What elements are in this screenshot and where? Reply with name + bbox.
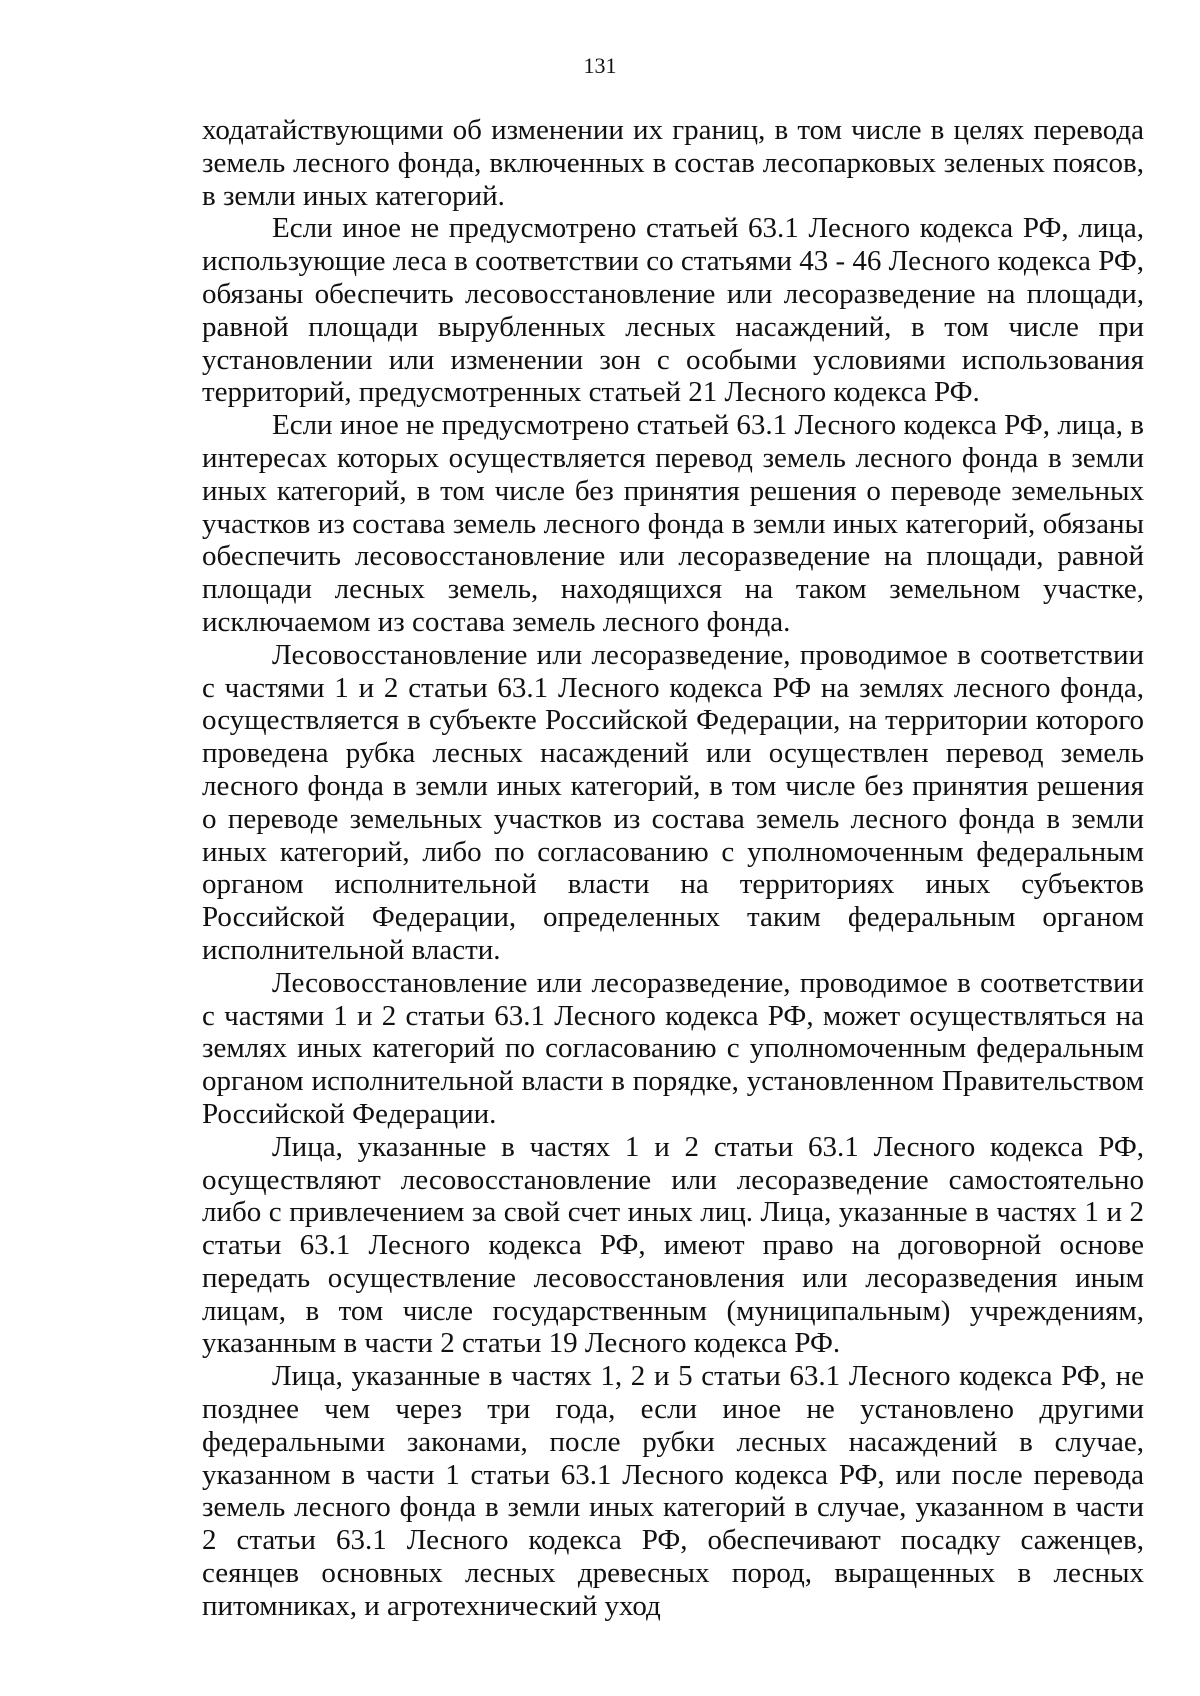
document-body <box>202 114 1144 1623</box>
page-number: 131 <box>583 53 617 78</box>
paragraph-continuation: ходатайствующими об изменении их границ, в том числе в целях перевода земель лесного фонда, включенных в состав лесопарковых зеленых поясов, в земли иных категорий. <box>202 114 1144 212</box>
paragraph-reforestation-obligation-users: Если иное не предусмотрено статьей 63.1 Лесного кодекса РФ, лица, использующие леса в соответствии со статьями 43 - 46 Лесного кодекса РФ, обязаны обеспечить лесовосстановление или лесоразведение на площади, равной площади вырубленных лесных насаждений, в том числе при установлении или изменении зон с особыми условиями использования территорий, предусмотренных статьей 21 Лесного кодекса РФ. <box>202 212 1144 409</box>
paragraph-reforestation-obligation-transfer: Если иное не предусмотрено статьей 63.1 Лесного кодекса РФ, лица, в интересах которых осуществляется перевод земель лесного фонда в земли иных категорий, в том числе без принятия решения о переводе земельных участков из состава земель лесного фонда в земли иных категорий, обязаны обеспечить лесовосстановление или лесоразведение на площади, равной площади лесных земель, находящихся на таком земельном участке, исключаемом из состава земель лесного фонда. <box>202 409 1144 638</box>
paragraph-reforestation-location: Лесовосстановление или лесоразведение, проводимое в соответствии с частями 1 и 2 статьи 63.1 Лесного кодекса РФ на землях лесного фонда, осуществляется в субъекте Российской Федерации, на территории которого проведена рубка лесных насаждений или осуществлен перевод земель лесного фонда в земли иных категорий, в том числе без принятия решения о переводе земельных участков из состава земель лесного фонда в земли иных категорий, либо по согласованию с уполномоченным федеральным органом исполнительной власти на территориях иных субъектов Российской Федерации, определенных таким федеральным органом исполнительной власти. <box>202 638 1144 966</box>
paragraph-reforestation-performers: Лица, указанные в частях 1 и 2 статьи 63.1 Лесного кодекса РФ, осуществляют лесовосстановление или лесоразведение самостоятельно либо с привлечением за свой счет иных лиц. Лица, указанные в частях 1 и 2 статьи 63.1 Лесного кодекса РФ, имеют право на договорной основе передать осуществление лесовосстановления или лесоразведения иным лицам, в том числе государственным (муниципальным) учреждениям, указанным в части 2 статьи 19 Лесного кодекса РФ. <box>202 1130 1144 1360</box>
paragraph-reforestation-other-lands: Лесовосстановление или лесоразведение, проводимое в соответствии с частями 1 и 2 статьи 63.1 Лесного кодекса РФ, может осуществляться на землях иных категорий по согласованию с уполномоченным федеральным органом исполнительной власти в порядке, установленном Правительством Российской Федерации. <box>202 966 1144 1130</box>
paragraph-reforestation-deadline: Лица, указанные в частях 1, 2 и 5 статьи 63.1 Лесного кодекса РФ, не позднее чем через три года, если иное не установлено другими федеральными законами, после рубки лесных насаждений в случае, указанном в части 1 статьи 63.1 Лесного кодекса РФ, или после перевода земель лесного фонда в земли иных категорий в случае, указанном в части 2 статьи 63.1 Лесного кодекса РФ, обеспечивают посадку саженцев, сеянцев основных лесных древесных пород, выращенных в лесных питомниках, и агротехнический уход <box>202 1360 1144 1622</box>
